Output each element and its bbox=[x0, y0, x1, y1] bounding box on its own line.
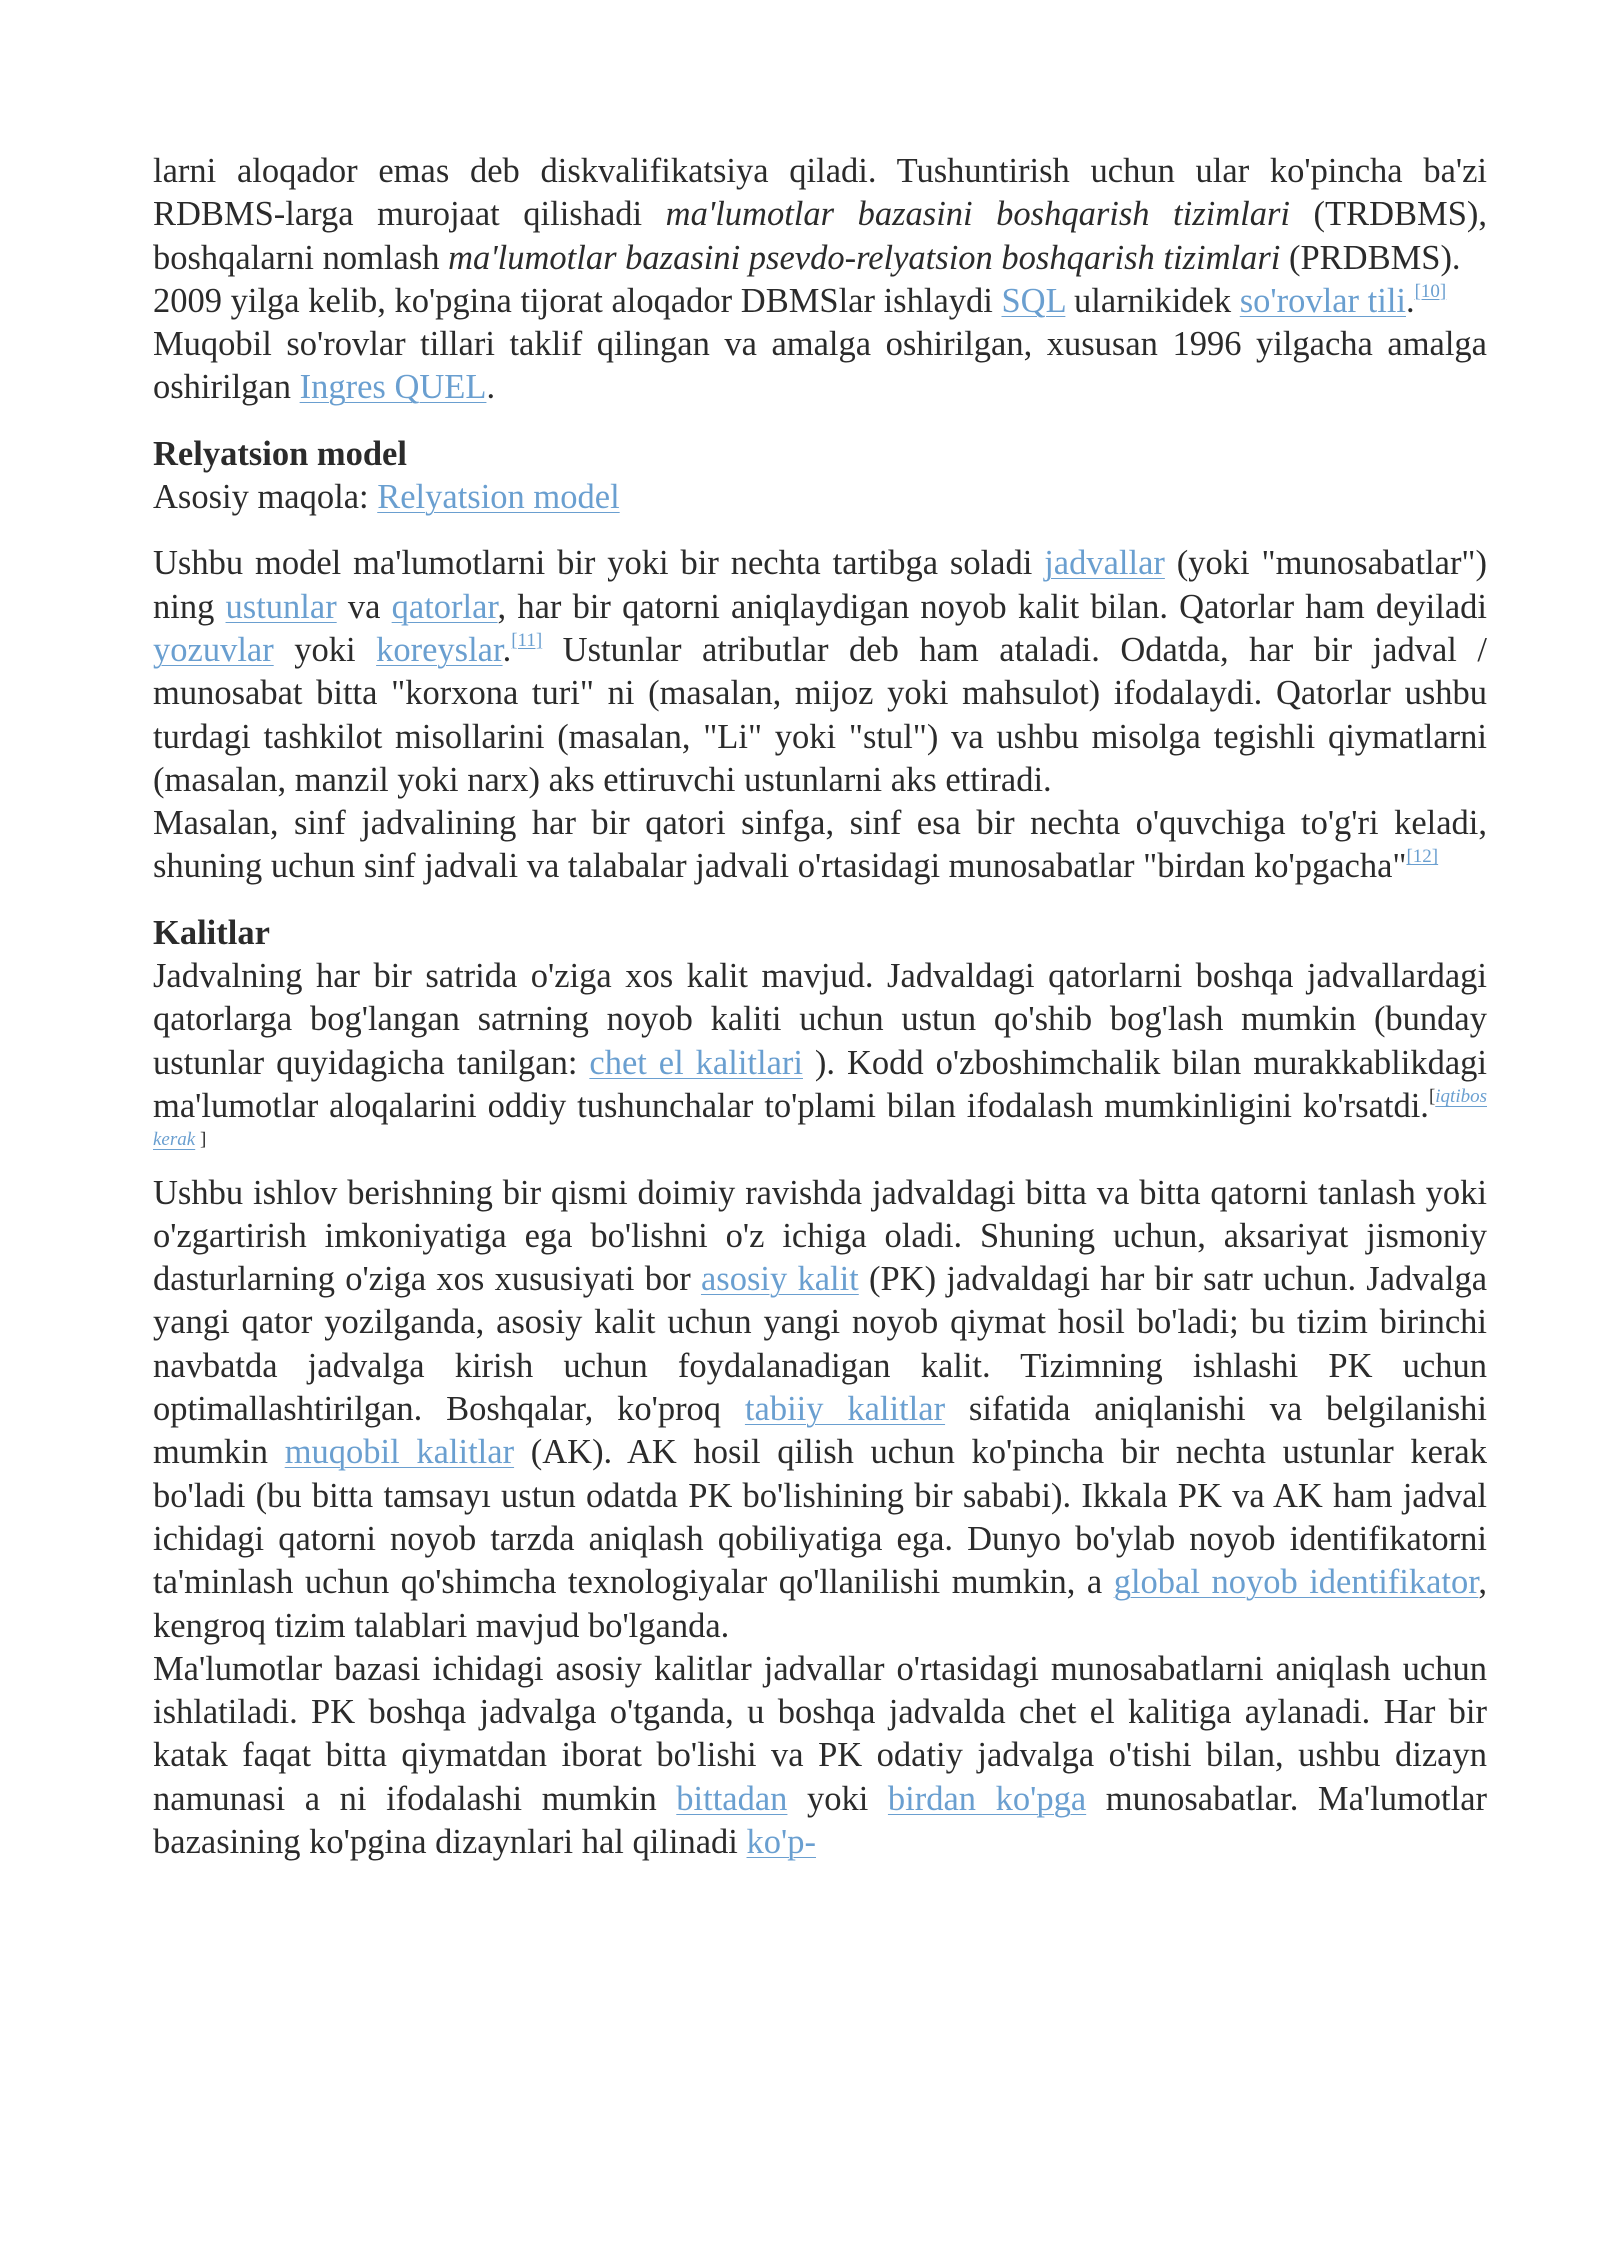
link-citation-needed[interactable]: iqtibos kerak bbox=[153, 1085, 1487, 1151]
reference-link-11[interactable]: [11] bbox=[511, 629, 543, 651]
text-run: sifatida aniqlanishi va belgilanishi mumkin bbox=[153, 1390, 1487, 1472]
link-natural-keys[interactable]: tabiiy kalitlar bbox=[744, 1390, 946, 1429]
link-columns[interactable]: ustunlar bbox=[225, 587, 337, 626]
reference-11 bbox=[511, 630, 542, 651]
text-run: Ma'lumotlar bazasi ichidagi asosiy kalitlar jadvallar o'rtasidagi munosabatlarni aniqlash uchun ishlatiladi. PK boshqa jadvalga o'tganda, u boshqa jadvalda chet el kalitiga aylanadi. Har bir katak faqat bitta qiymatdan iborat bo'lishi va PK odatiy jadvalga o'tishi bilan, ushbu dizayn namunasi a ni ifodalashi mumkin bbox=[153, 1649, 1487, 1818]
text-run: Ustunlar atributlar deb ham ataladi. Odatda, har bir jadval / munosabat bitta "korxona turi" ni (masalan, mijoz yoki mahsulot) ifodalaydi. Qatorlar ushbu turdagi tashkilot misollarini (masalan, "Li" yoki "stul") va ushbu misolga tegishli qiymatlarni (masalan, manzil yoki narx) aks ettiruvchi ustunlarni aks ettiradi. bbox=[153, 630, 1487, 799]
text-run: (PK) jadvaldagi har bir satr uchun. Jadvalga yangi qator yozilganda, asosiy kalit uchun yangi noyob qiymat hosil bo'ladi; bu tizim birinchi navbatda jadvalga kirish uchun foydalanadigan kalit. Tizimning ishlashi PK uchun optimallashtirilgan. Boshqalar, ko'proq bbox=[153, 1260, 1488, 1429]
link-rows[interactable]: qatorlar bbox=[391, 587, 498, 626]
text-run: . bbox=[1405, 281, 1415, 320]
reference-12 bbox=[1406, 846, 1438, 867]
italic-term-trdbms: ma'lumotlar bazasini boshqarish tizimlari bbox=[665, 195, 1290, 234]
link-foreign-keys[interactable]: chet el kalitlari bbox=[589, 1043, 803, 1082]
text-run: . bbox=[486, 368, 496, 407]
citation-bracket-open: [ bbox=[1428, 1085, 1436, 1107]
text-run: Masalan, sinf jadvalining har bir qatori sinfga, sinf esa bir nechta o'quvchiga to'g'ri keladi, shuning uchun sinf jadvali va talabalar jadvali o'rtasidagi munosabatlar "birdan ko'pgacha" bbox=[153, 804, 1487, 886]
citation-bracket-close: ] bbox=[195, 1129, 207, 1151]
link-main-article-relational-model[interactable]: Relyatsion model bbox=[377, 478, 620, 517]
text-run: munosabatlar. Ma'lumotlar bazasining ko'pgina dizaynlari hal qilinadi bbox=[153, 1779, 1487, 1861]
text-run: , har bir qatorni aniqlaydigan noyob kalit bilan. Qatorlar ham deyiladi bbox=[497, 587, 1487, 626]
text-run: (PRDBMS). bbox=[1280, 238, 1461, 277]
main-article-prefix: Asosiy maqola: bbox=[153, 478, 378, 517]
text-run: . bbox=[502, 630, 512, 669]
text-run: yoki bbox=[787, 1779, 888, 1818]
paragraph-class-example bbox=[153, 802, 1487, 889]
text-run: (yoki "munosabatlar") ning bbox=[153, 544, 1488, 626]
link-one-to-one[interactable]: bittadan bbox=[676, 1779, 788, 1818]
paragraph-relationships bbox=[153, 1648, 1487, 1864]
text-run: Jadvalning har bir satrida o'ziga xos kalit mavjud. Jadvaldagi qatorlarni boshqa jadvallardagi qatorlarga bog'langan satrning noyob kaliti uchun ustun qo'shib bog'lash mumkin (bunday ustunlar quyidagicha tanilgan: bbox=[153, 957, 1487, 1082]
link-primary-key[interactable]: asosiy kalit bbox=[700, 1260, 859, 1299]
text-run: yoki bbox=[273, 630, 377, 669]
reference-10 bbox=[1415, 281, 1447, 302]
paragraph-model-description bbox=[153, 542, 1487, 802]
paragraph-quel bbox=[153, 323, 1487, 410]
link-ingres-quel[interactable]: Ingres QUEL bbox=[299, 368, 487, 407]
text-run: (AK). AK hosil qilish uchun ko'pincha bir nechta ustunlar kerak bo'ladi (bu bitta tamsayı ustun odatda PK bo'lishining bir sababi). Ikkala PK va AK ham jadval ichidagi qatorni noyob tarzda aniqlash qobiliyatiga ega. Dunyo bo'ylab noyob identifikatorni ta'minlash uchun qo'shimcha texnologiyalar qo'llanilishi mumkin, a bbox=[153, 1433, 1487, 1602]
document-page bbox=[153, 150, 1487, 1864]
text-run: Muqobil so'rovlar tillari taklif qilingan va amalga oshirilgan, xususan 1996 yilgacha amalga oshirilgan bbox=[153, 325, 1487, 407]
text-run: Ushbu ishlov berishning bir qismi doimiy ravishda jadvaldagi bitta va bitta qatorni tanlash yoki o'zgartirish imkoniyatiga ega bo'lishni o'z ichiga oladi. Shuning uchun, aksariyat jismoniy dasturlarning o'ziga xos xususiyati bor bbox=[153, 1173, 1487, 1299]
text-run: Ushbu model ma'lumotlarni bir yoki bir nechta tartibga soladi bbox=[153, 544, 1045, 583]
link-many-to[interactable]: ko'p- bbox=[746, 1822, 816, 1861]
link-global-unique-identifier[interactable]: global noyob identifikator bbox=[1113, 1563, 1479, 1602]
text-run: ). Kodd o'zboshimchalik bilan murakkablikdagi ma'lumotlar aloqalarini oddiy tushunchalar to'plami bilan ifodalash mumkinligini ko'rsatdi. bbox=[153, 1043, 1487, 1125]
section-heading-relational-model: Relyatsion model bbox=[153, 434, 407, 473]
link-alternate-keys[interactable]: muqobil kalitlar bbox=[284, 1433, 515, 1472]
paragraph-primary-key bbox=[153, 1172, 1487, 1648]
italic-term-prdbms: ma'lumotlar bazasini psevdo-relyatsion boshqarish tizimlari bbox=[448, 238, 1281, 277]
text-run: 2009 yilga kelib, ko'pgina tijorat aloqador DBMSlar ishlaydi bbox=[153, 281, 1002, 320]
paragraph-trdbms bbox=[153, 150, 1487, 280]
text-run: va bbox=[336, 587, 392, 626]
text-run: , kengroq tizim talablari mavjud bo'lganda. bbox=[153, 1563, 1487, 1645]
paragraph-sql bbox=[153, 280, 1487, 323]
section-heading-keys: Kalitlar bbox=[153, 913, 270, 952]
link-sql[interactable]: SQL bbox=[1001, 281, 1066, 320]
link-query-language[interactable]: so'rovlar tili bbox=[1239, 281, 1406, 320]
reference-link-10[interactable]: [10] bbox=[1414, 280, 1447, 302]
link-records[interactable]: yozuvlar bbox=[153, 630, 274, 669]
link-one-to-many[interactable]: birdan ko'pga bbox=[887, 1779, 1087, 1818]
reference-link-12[interactable]: [12] bbox=[1406, 846, 1439, 868]
link-tuples[interactable]: koreyslar bbox=[376, 630, 503, 669]
text-run: ularnikidek bbox=[1065, 281, 1240, 320]
main-article-note bbox=[153, 476, 1487, 519]
paragraph-keys-intro bbox=[153, 955, 1487, 1171]
text-run: larni aloqador emas deb diskvalifikatsiya qiladi. Tushuntirish uchun ular ko'pincha ba'zi RDBMS-larga murojaat qilishadi bbox=[153, 152, 1487, 234]
link-tables[interactable]: jadvallar bbox=[1044, 544, 1165, 583]
text-run: (TRDBMS), boshqalarni nomlash bbox=[153, 195, 1487, 277]
